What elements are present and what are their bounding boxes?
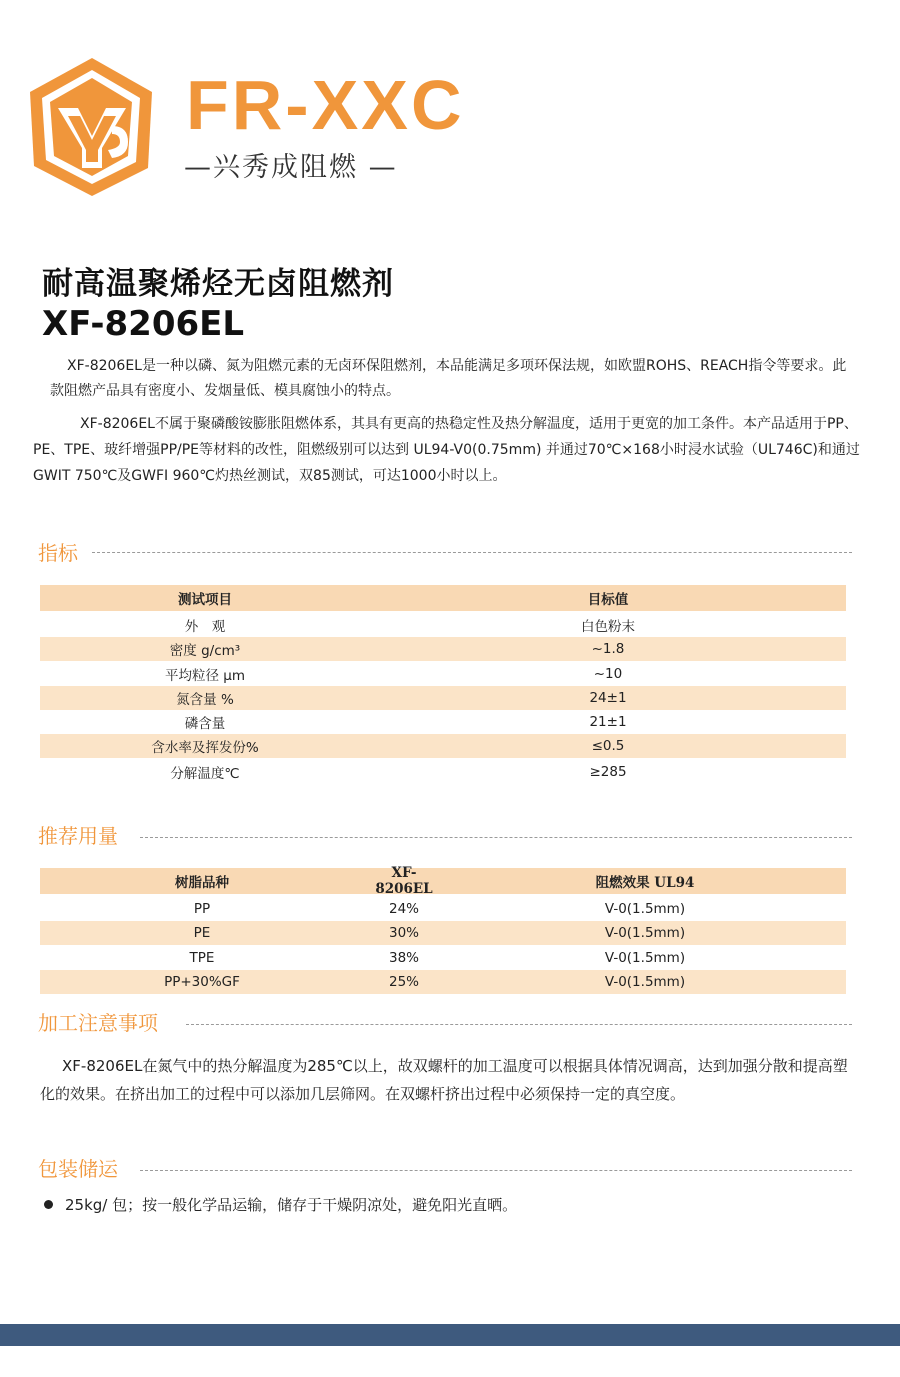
packaging-item xyxy=(44,1194,517,1215)
product-title: 耐高温聚烯烃无卤阻燃剂 xyxy=(42,266,394,302)
spec-cell-value: 21±1 xyxy=(589,714,627,730)
spec-cell-item: 含水率及挥发份% xyxy=(151,740,259,756)
spec-cell-value: ~1.8 xyxy=(591,641,625,657)
spec-cell-value: ≥285 xyxy=(589,764,627,780)
spec-cell-item: 氮含量 % xyxy=(176,692,234,708)
section-divider xyxy=(140,837,852,838)
table-row xyxy=(40,758,846,786)
table-row xyxy=(40,921,846,945)
section-title-dosage: 推荐用量 xyxy=(38,824,118,848)
table-row xyxy=(40,637,846,661)
dosage-header-resin: 树脂品种 xyxy=(175,875,229,891)
spec-cell-item: 外 观 xyxy=(184,619,226,635)
section-divider xyxy=(140,1170,852,1171)
spec-header-item: 测试项目 xyxy=(178,592,232,608)
dosage-header-amount: XF-8206EL xyxy=(375,865,433,897)
spec-cell-item: 分解温度℃ xyxy=(170,766,240,782)
spec-table-header xyxy=(40,585,846,611)
spec-table xyxy=(40,585,846,786)
table-row xyxy=(40,734,846,758)
footer-bar xyxy=(0,1324,900,1346)
intro-paragraph-2: XF-8206EL不属于聚磷酸铵膨胀阻燃体系，其具有更高的热稳定性及热分解温度，适用于更宽的加工条件。本产品适用于PP、PE、TPE、玻纤增强PP/PE等材料的改性，阻燃级别可以达到 UL94-V0(0.75mm) 并通过70℃×168小时浸水试验（UL746C)和通过GWIT 750℃及GWFI 960℃灼热丝测试，双85测试，可达1000小时以上。 xyxy=(33,416,860,484)
table-row xyxy=(40,896,846,921)
section-title-processing: 加工注意事项 xyxy=(38,1011,158,1035)
dosage-cell-resin: PP xyxy=(193,900,211,917)
dosage-cell-effect: V-0(1.5mm) xyxy=(604,974,686,990)
table-row xyxy=(40,661,846,686)
spec-cell-value: ≤0.5 xyxy=(591,738,625,754)
dosage-cell-effect: V-0(1.5mm) xyxy=(604,900,686,917)
spec-cell-value: 24±1 xyxy=(589,690,627,706)
dosage-header-effect: 阻燃效果 UL94 xyxy=(595,875,695,891)
dosage-cell-resin: PE xyxy=(193,925,211,941)
dosage-cell-amount: 25% xyxy=(388,974,419,990)
dosage-table-header xyxy=(40,865,846,897)
dosage-cell-amount: 30% xyxy=(388,925,419,941)
bullet-icon xyxy=(44,1200,53,1209)
dosage-cell-amount: 24% xyxy=(388,900,419,917)
spec-cell-item: 密度 g/cm³ xyxy=(169,643,241,659)
dosage-cell-resin: TPE xyxy=(189,949,215,966)
dosage-cell-effect: V-0(1.5mm) xyxy=(604,925,686,941)
packaging-text: 25kg/ 包；按一般化学品运输，储存于干燥阴凉处，避免阳光直晒。 xyxy=(65,1196,518,1214)
brand-subtitle: —兴秀成阻燃 — xyxy=(184,152,398,183)
processing-text: XF-8206EL在氮气中的热分解温度为285℃以上，故双螺杆的加工温度可以根据具体情况调高，达到加强分散和提高塑化的效果。在挤出加工的过程中可以添加几层筛网。在双螺杆挤出过程中必须保持一定的真空度。 xyxy=(40,1057,848,1103)
intro-paragraph-1: XF-8206EL是一种以磷、氮为阻燃元素的无卤环保阻燃剂，本品能满足多项环保法规，如欧盟ROHS、REACH指令等要求。此款阻燃产品具有密度小、发烟量低、模具腐蚀小的特点。 xyxy=(50,358,847,399)
spec-cell-value: 白色粉末 xyxy=(581,619,635,635)
dosage-cell-effect: V-0(1.5mm) xyxy=(604,949,686,966)
brand-name: FR-XXC xyxy=(186,66,465,144)
product-code: XF-8206EL xyxy=(42,304,245,344)
table-row xyxy=(40,710,846,734)
table-row xyxy=(40,970,846,994)
section-title-spec: 指标 xyxy=(38,541,78,565)
section-divider xyxy=(92,552,852,553)
dosage-cell-resin: PP+30%GF xyxy=(164,974,240,990)
table-row xyxy=(40,945,846,970)
table-row xyxy=(40,686,846,710)
table-row xyxy=(40,613,846,637)
dosage-table xyxy=(40,865,846,994)
dosage-cell-amount: 38% xyxy=(388,949,419,966)
spec-cell-value: ~10 xyxy=(593,665,623,682)
spec-cell-item: 磷含量 xyxy=(184,716,226,732)
spec-cell-item: 平均粒径 μm xyxy=(164,667,246,684)
brand-logo-icon xyxy=(28,56,156,198)
spec-header-value: 目标值 xyxy=(587,592,629,608)
section-divider xyxy=(186,1024,852,1025)
section-title-packaging: 包装储运 xyxy=(38,1157,118,1181)
